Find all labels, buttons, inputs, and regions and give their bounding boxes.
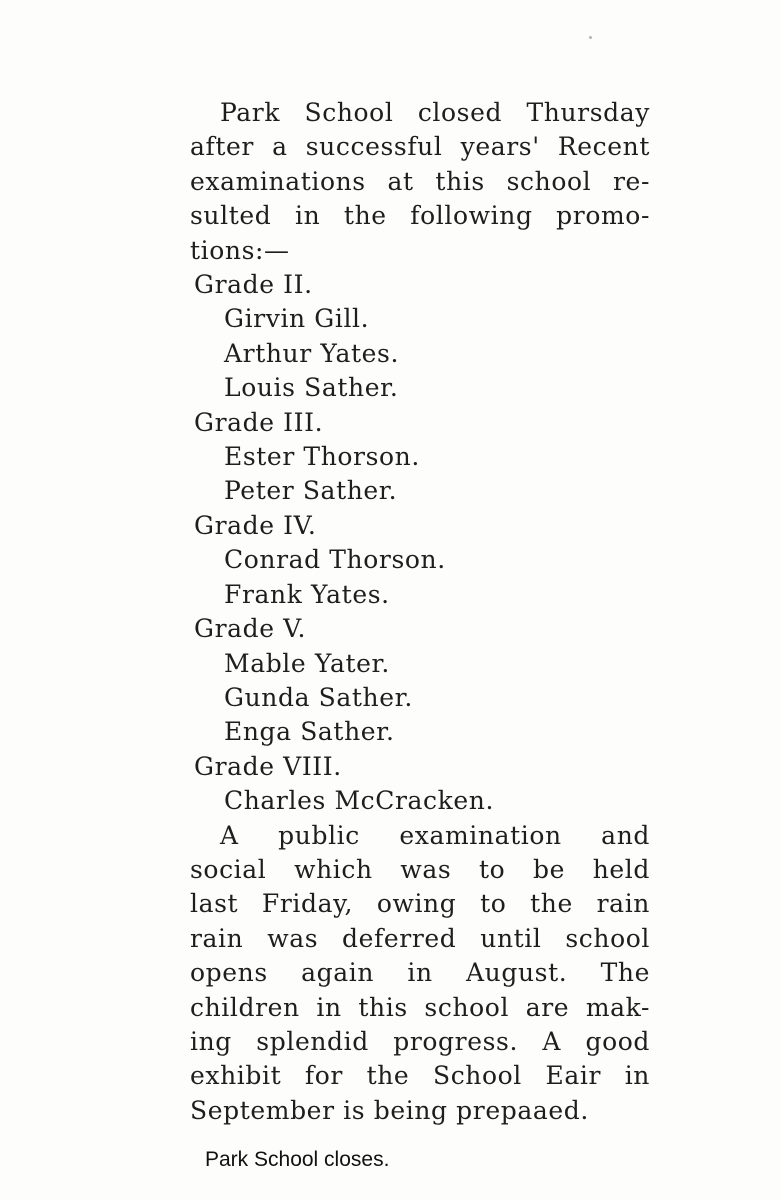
student-name: Ester Thorson. [224,442,420,472]
student-name: Louis Sather. [224,373,399,403]
text-line: ing splendid progress. A good [190,1026,650,1056]
text-line: children in this school are mak- [190,992,650,1022]
text-line: exhibit for the School Eair in [190,1061,650,1091]
newspaper-clipping [190,96,650,1128]
text-line: A public examination and [220,820,650,850]
grade-section [190,612,650,750]
student-name: Arthur Yates. [224,338,400,368]
student-name: Mable Yater. [224,648,390,678]
text-line: examinations at this school re- [190,166,650,196]
grade-section [190,268,650,406]
text-line: social which was to be held [190,854,650,884]
grade-title: Grade IV. [194,510,317,540]
text-line: September is being prepaaed. [190,1095,589,1125]
paper-speck [589,36,592,39]
student-name: Gunda Sather. [224,682,413,712]
grade-section [190,750,650,819]
grade-section [190,509,650,612]
student-name: Frank Yates. [224,579,390,609]
student-name: Conrad Thorson. [224,545,446,575]
student-name: Girvin Gill. [224,304,370,334]
text-line: tions:— [190,235,290,265]
student-name: Enga Sather. [224,717,395,747]
closing-paragraph [190,819,650,1129]
student-name: Peter Sather. [224,476,398,506]
text-line: after a successful years' Recent [190,132,650,162]
text-line: rain was deferred until school [190,923,650,953]
grade-title: Grade III. [194,407,324,437]
text-line: sulted in the following promo- [190,201,650,231]
image-caption: Park School closes. [205,1148,390,1171]
student-name: Charles McCracken. [224,786,495,816]
text-line: Park School closed Thursday [220,98,650,127]
grade-title: Grade II. [194,270,313,300]
grade-title: Grade VIII. [194,751,342,781]
grade-title: Grade V. [194,614,307,644]
text-line: opens again in August. The [190,958,650,988]
grade-section [190,406,650,509]
text-line: last Friday, owing to the rain [190,889,650,919]
intro-paragraph [190,96,650,268]
